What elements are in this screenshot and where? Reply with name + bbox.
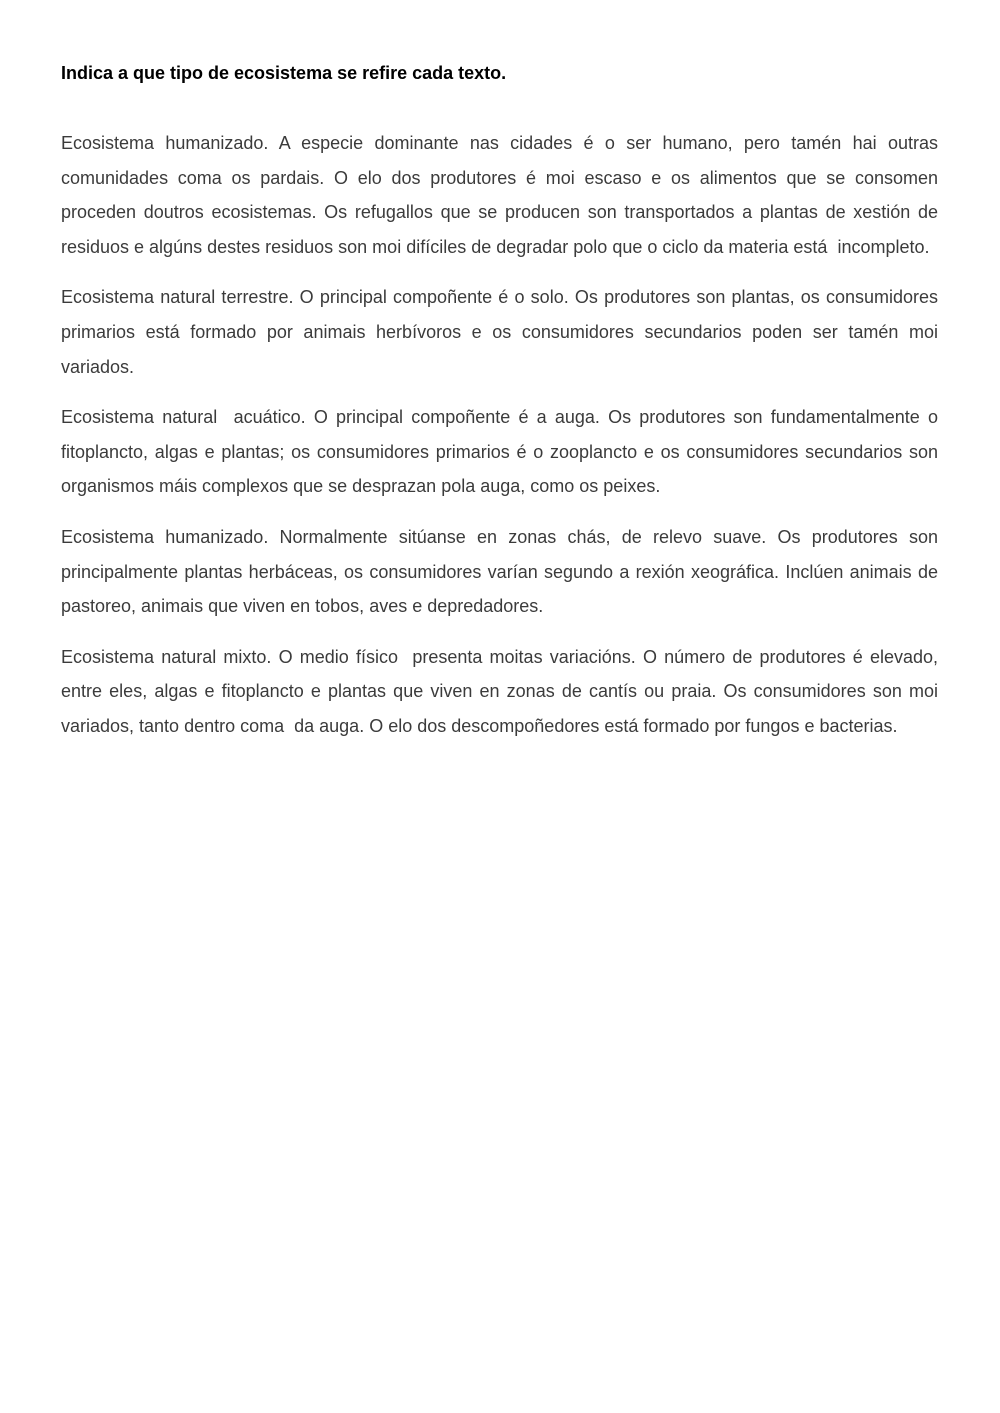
paragraph-humanizado-pradaria: Ecosistema humanizado. Normalmente sitúanse en zonas chás, de relevo suave. Os produtores son principalmente plantas herbáceas, os consumidores varían segundo a rexión xeográfica. Inclúen animais de pastoreo, animais que viven en tobos, aves e depredadores.: [61, 526, 944, 617]
paragraph-humanizado-urbano: Ecosistema humanizado. A especie dominante nas cidades é o ser humano, pero tamén hai outras comunidades coma os pardais. O elo dos produtores é moi escaso e os alimentos que se consomen proceden doutros ecosistemas. Os refugallos que se producen son transportados a plantas de xestión de residuos e algúns destes residuos son moi difíciles de degradar polo que o ciclo da materia está incompleto.: [61, 133, 944, 257]
paragraph-natural-mixto: Ecosistema natural mixto. O medio físico presenta moitas variacións. O número de produtores é elevado, entre eles, algas e fitoplancto e plantas que viven en zonas de cantís ou praia. Os consumidores son moi variados, tanto dentro coma da auga. O elo dos descompoñedores está formado por fungos e bacterias.: [61, 646, 944, 736]
paragraph-list: [61, 126, 944, 744]
paragraph-natural-terrestre: Ecosistema natural terrestre. O principal compoñente é o solo. Os produtores son plantas, os consumidores primarios está formado por animais herbívoros e os consumidores secundarios poden ser tamén moi variados.: [61, 287, 944, 377]
worksheet-content: [61, 60, 944, 760]
paragraph-natural-acuatico: Ecosistema natural acuático. O principal compoñente é a auga. Os produtores son fundamentalmente o fitoplancto, algas e plantas; os consumidores primarios é o zooplancto e os consumidores secundarios son organismos máis complexos que se desprazan pola auga, como os peixes.: [61, 407, 944, 497]
worksheet-title: Indica a que tipo de ecosistema se refire cada texto.: [61, 63, 507, 83]
